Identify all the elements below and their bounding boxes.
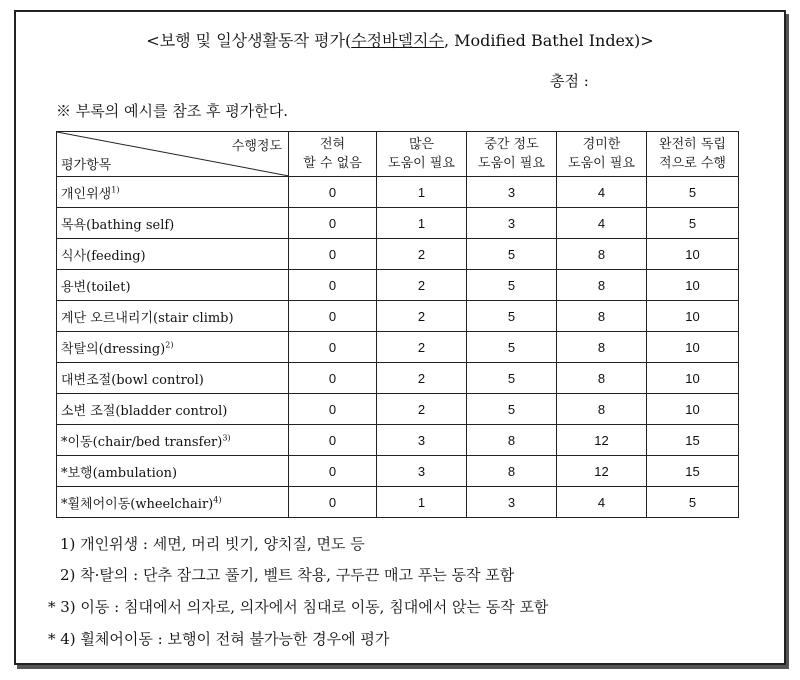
footnote-marker: 2) — [165, 340, 174, 350]
score-cell: 10 — [647, 270, 739, 301]
table-row — [57, 332, 739, 363]
instruction-note: ※ 부록의 예시를 참조 후 평가한다. — [56, 102, 288, 120]
score-cell: 5 — [647, 487, 739, 518]
item-name: *보행(ambulation) — [61, 465, 178, 481]
score-cell: 3 — [467, 177, 557, 208]
item-name-cell — [57, 177, 289, 208]
score-cell: 5 — [647, 208, 739, 239]
item-name-cell — [57, 456, 289, 487]
score-cell: 0 — [289, 239, 377, 270]
item-name: 식사(feeding) — [61, 248, 146, 264]
corner-label-performance: 수행정도 — [231, 139, 282, 154]
total-score-label: 총점 : — [550, 72, 589, 90]
column-header: 전혀 할 수 없음 — [289, 132, 377, 177]
score-cell: 1 — [377, 177, 467, 208]
footnote-1: 1) 개인위생 : 세면, 머리 빗기, 양치질, 면도 등 — [60, 535, 365, 553]
table-row — [57, 270, 739, 301]
item-name-cell — [57, 425, 289, 456]
score-cell: 1 — [377, 208, 467, 239]
table-row — [57, 363, 739, 394]
score-cell: 8 — [557, 270, 647, 301]
table-row — [57, 425, 739, 456]
footnote-marker: 3) — [222, 433, 231, 443]
score-cell: 0 — [289, 301, 377, 332]
score-cell: 0 — [289, 487, 377, 518]
table-header-row — [57, 132, 739, 177]
score-cell: 3 — [377, 456, 467, 487]
corner-label-items: 평가항목 — [61, 158, 112, 173]
item-name-cell — [57, 394, 289, 425]
footnote-marker: 1) — [111, 185, 120, 195]
score-cell: 8 — [557, 332, 647, 363]
column-header: 완전히 독립 적으로 수행 — [647, 132, 739, 177]
score-cell: 0 — [289, 177, 377, 208]
page-title: <보행 및 일상생활동작 평가(수정바델지수, Modified Bathel Index)> — [146, 31, 654, 50]
score-cell: 2 — [377, 270, 467, 301]
score-cell: 3 — [377, 425, 467, 456]
score-cell: 12 — [557, 456, 647, 487]
score-cell: 5 — [467, 239, 557, 270]
score-cell: 5 — [467, 270, 557, 301]
item-name: 용변(toilet) — [61, 279, 131, 295]
score-cell: 4 — [557, 208, 647, 239]
footnote-marker: 4) — [213, 495, 222, 505]
score-cell: 0 — [289, 425, 377, 456]
footnote-3: * 3) 이동 : 침대에서 의자로, 의자에서 침대로 이동, 침대에서 앉는 동작 포함 — [48, 598, 549, 616]
score-cell: 10 — [647, 332, 739, 363]
score-cell: 2 — [377, 394, 467, 425]
score-cell: 8 — [557, 239, 647, 270]
column-header: 많은 도움이 필요 — [377, 132, 467, 177]
item-name: 소변 조절(bladder control) — [61, 403, 228, 419]
score-cell: 2 — [377, 239, 467, 270]
footnote-2: 2) 착·탈의 : 단추 잠그고 풀기, 벨트 착용, 구두끈 매고 푸는 동작 포함 — [60, 566, 515, 584]
score-cell: 0 — [289, 208, 377, 239]
score-cell: 5 — [467, 363, 557, 394]
score-cell: 1 — [377, 487, 467, 518]
table-row — [57, 487, 739, 518]
table-row — [57, 208, 739, 239]
table-row — [57, 394, 739, 425]
table-row — [57, 456, 739, 487]
score-cell: 5 — [647, 177, 739, 208]
score-cell: 10 — [647, 239, 739, 270]
score-cell: 8 — [557, 394, 647, 425]
barthel-index-table — [56, 131, 739, 518]
item-name-cell — [57, 239, 289, 270]
table-row — [57, 177, 739, 208]
header-corner-cell — [57, 132, 289, 177]
item-name: 목욕(bathing self) — [61, 217, 175, 233]
score-cell: 12 — [557, 425, 647, 456]
column-header: 경미한 도움이 필요 — [557, 132, 647, 177]
table-row — [57, 239, 739, 270]
column-header: 중간 정도 도움이 필요 — [467, 132, 557, 177]
score-cell: 8 — [467, 425, 557, 456]
score-cell: 2 — [377, 301, 467, 332]
item-name: 착탈의(dressing) — [61, 341, 166, 357]
item-name: 개인위생 — [61, 186, 112, 202]
table-row — [57, 301, 739, 332]
footnote-4: * 4) 휠체어이동 : 보행이 전혀 불가능한 경우에 평가 — [48, 630, 390, 648]
item-name-cell — [57, 487, 289, 518]
score-cell: 5 — [467, 301, 557, 332]
score-cell: 4 — [557, 177, 647, 208]
score-cell: 5 — [467, 332, 557, 363]
score-cell: 0 — [289, 456, 377, 487]
title-underlined: 수정바델지수 — [351, 31, 444, 50]
item-name-cell — [57, 301, 289, 332]
score-cell: 10 — [647, 301, 739, 332]
score-cell: 4 — [557, 487, 647, 518]
item-name-cell — [57, 332, 289, 363]
item-name: *휠체어이동(wheelchair) — [61, 496, 214, 512]
score-cell: 3 — [467, 208, 557, 239]
score-cell: 8 — [557, 363, 647, 394]
score-cell: 8 — [467, 456, 557, 487]
score-cell: 3 — [467, 487, 557, 518]
score-cell: 0 — [289, 270, 377, 301]
score-cell: 15 — [647, 456, 739, 487]
item-name: *이동(chair/bed transfer) — [61, 434, 223, 450]
item-name-cell — [57, 270, 289, 301]
score-cell: 2 — [377, 363, 467, 394]
item-name-cell — [57, 208, 289, 239]
item-name: 계단 오르내리기(stair climb) — [61, 310, 234, 326]
score-cell: 0 — [289, 394, 377, 425]
item-name: 대변조절(bowl control) — [61, 372, 204, 388]
score-cell: 10 — [647, 394, 739, 425]
item-name-cell — [57, 363, 289, 394]
score-cell: 2 — [377, 332, 467, 363]
score-cell: 0 — [289, 332, 377, 363]
score-cell: 8 — [557, 301, 647, 332]
score-cell: 5 — [467, 394, 557, 425]
score-cell: 0 — [289, 363, 377, 394]
score-cell: 10 — [647, 363, 739, 394]
score-cell: 15 — [647, 425, 739, 456]
